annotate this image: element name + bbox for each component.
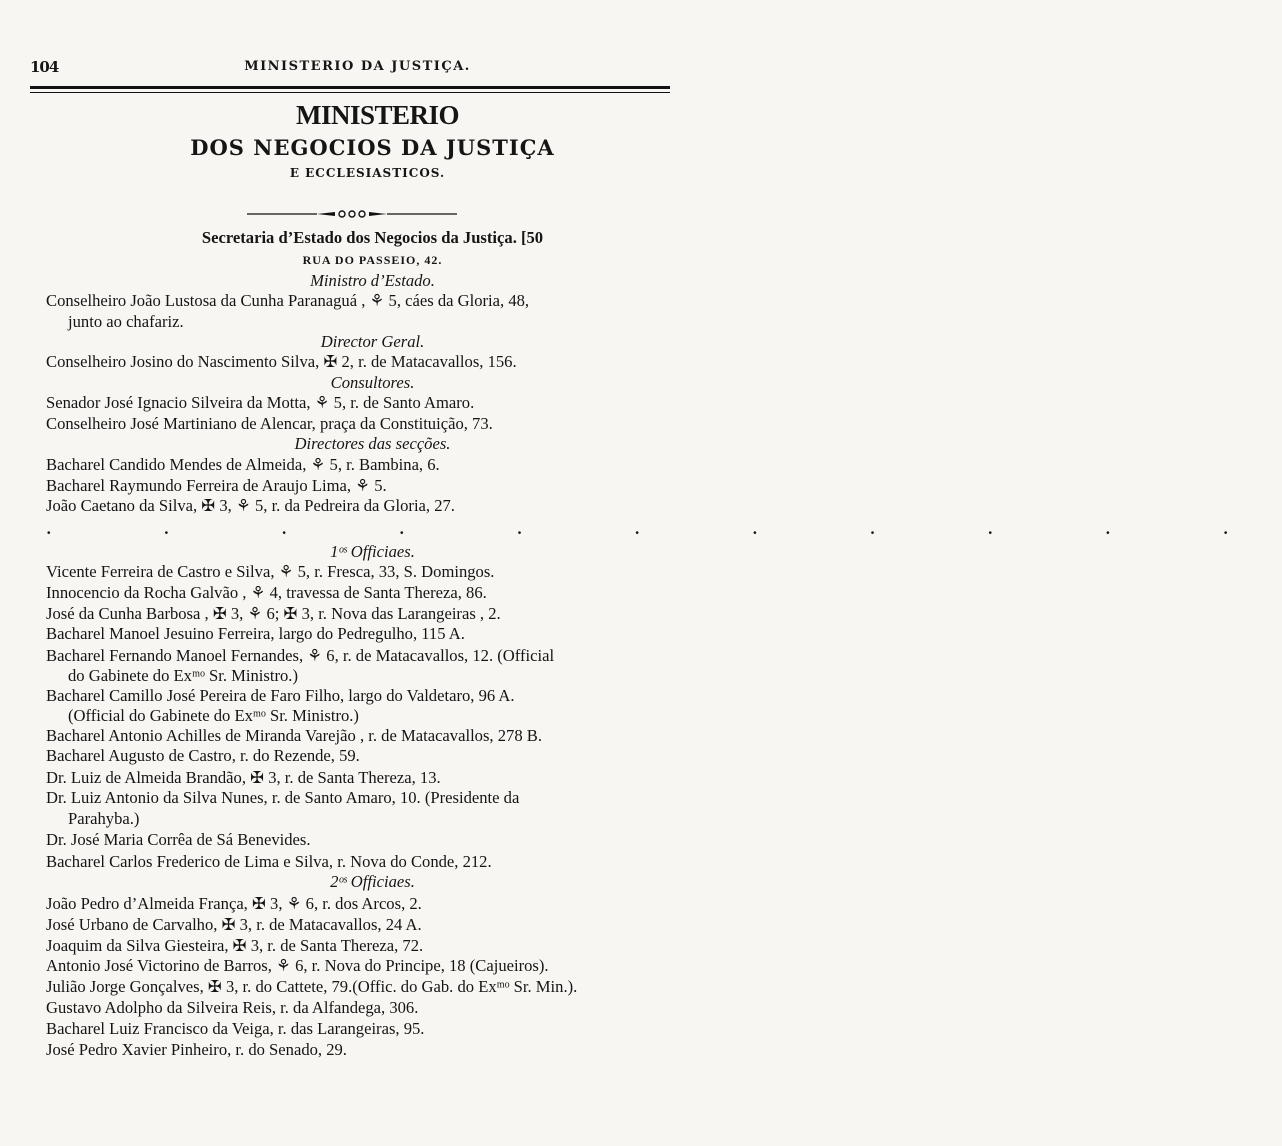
listing-line: Bacharel Antonio Achilles de Miranda Varejão , r. de Matacavallos, 278 B. — [46, 726, 542, 745]
running-head — [30, 58, 685, 80]
listing-line: João Caetano da Silva, ✠ 3, ⚘ 5, r. da Pedreira da Gloria, 27. — [46, 496, 455, 515]
listing-line: Dr. José Maria Corrêa de Sá Benevides. — [46, 830, 311, 849]
subsection-heading: Consultores. — [330, 373, 415, 392]
listing-line: Gustavo Adolpho da Silveira Reis, r. da Alfandega, 306. — [46, 998, 419, 1017]
listing-line: João Pedro d’Almeida França, ✠ 3, ⚘ 6, r. dos Arcos, 2. — [46, 894, 422, 913]
listing-line: Vicente Ferreira de Castro e Silva, ⚘ 5, r. Fresca, 33, S. Domingos. — [46, 562, 495, 581]
subsection-heading: 1ᵒˢ Officiaes. — [330, 542, 415, 561]
listing-line: Dr. Luiz de Almeida Brandão, ✠ 3, r. de Santa Thereza, 13. — [46, 768, 441, 787]
listing-line: Innocencio da Rocha Galvão , ⚘ 4, travessa de Santa Thereza, 86. — [46, 583, 487, 602]
page-number: 104 — [30, 58, 59, 76]
subsection-heading: Director Geral. — [320, 332, 425, 351]
listing-line: Julião Jorge Gonçalves, ✠ 3, r. do Cattete, 79.(Offic. do Gab. do Exᵐᵒ Sr. Min.). — [46, 977, 578, 996]
listing-line: Bacharel Fernando Manoel Fernandes, ⚘ 6, r. de Matacavallos, 12. (Official — [46, 646, 555, 665]
listing-line: Antonio José Victorino de Barros, ⚘ 6, r. Nova do Principe, 18 (Cajueiros). — [46, 956, 549, 975]
listing-line: Bacharel Raymundo Ferreira de Araujo Lima, ⚘ 5. — [46, 476, 387, 495]
listing-line: (Official do Gabinete do Exᵐᵒ Sr. Ministro.) — [68, 706, 359, 725]
section-heading: Secretaria d’Estado dos Negocios da Justiça. [50 — [201, 228, 544, 247]
listing-line: Joaquim da Silva Giesteira, ✠ 3, r. de Santa Thereza, 72. — [46, 936, 424, 955]
listing-line: Dr. Luiz Antonio da Silva Nunes, r. de Santo Amaro, 10. (Presidente da — [46, 788, 520, 807]
listing-line: Conselheiro Josino do Nascimento Silva, ✠ 2, r. de Matacavallos, 156. — [46, 352, 517, 371]
chapter-title — [0, 98, 725, 182]
listing-line: Bacharel Augusto de Castro, r. do Rezende, 59. — [46, 746, 360, 765]
listing-line: José Urbano de Carvalho, ✠ 3, r. de Matacavallos, 24 A. — [46, 915, 422, 934]
listing-line: · · · · · · · · · · · — [46, 523, 1282, 542]
header-rule-thin — [30, 92, 670, 93]
subsection-heading: Ministro d’Estado. — [310, 271, 435, 290]
listing-line: RUA DO PASSEIO, 42. — [302, 253, 443, 267]
listing-line: Bacharel Luiz Francisco da Veiga, r. das Larangeiras, 95. — [46, 1019, 425, 1038]
title-line-2: DOS NEGOCIOS DA JUSTIÇA — [190, 135, 555, 160]
listing-line: Bacharel Carlos Frederico de Lima e Silva, r. Nova do Conde, 212. — [46, 852, 492, 871]
listing-line: do Gabinete do Exᵐᵒ Sr. Ministro.) — [68, 666, 298, 685]
subsection-heading: 2ᵒˢ Officiaes. — [330, 872, 415, 891]
title-line-1: MINISTERIO — [295, 100, 460, 130]
listing-line: Bacharel Candido Mendes de Almeida, ⚘ 5, r. Bambina, 6. — [46, 455, 440, 474]
title-line-3: E ECCLESIASTICOS. — [289, 166, 446, 180]
subsection-heading: Directores das secções. — [294, 434, 451, 453]
listing-line: Conselheiro João Lustosa da Cunha Paranaguá , ⚘ 5, cáes da Gloria, 48, — [46, 291, 530, 310]
listing-line: José Pedro Xavier Pinheiro, r. do Senado, 29. — [46, 1040, 347, 1059]
listing-line: Conselheiro José Martiniano de Alencar, praça da Constituição, 73. — [46, 414, 493, 433]
listing-line: Parahyba.) — [68, 809, 140, 828]
header-rule-thick — [30, 86, 670, 89]
listing-line: junto ao chafariz. — [68, 312, 184, 331]
running-head-title: MINISTERIO DA JUSTIÇA. — [244, 59, 471, 74]
listing-line: Bacharel Camillo José Pereira de Faro Filho, largo do Valdetaro, 96 A. — [46, 686, 515, 705]
listing-line: José da Cunha Barbosa , ✠ 3, ⚘ 6; ✠ 3, r. Nova das Larangeiras , 2. — [46, 604, 501, 623]
ornament-divider — [247, 208, 457, 220]
listing-line: Senador José Ignacio Silveira da Motta, ⚘ 5, r. de Santo Amaro. — [46, 393, 475, 412]
listing-line: Bacharel Manoel Jesuino Ferreira, largo do Pedregulho, 115 A. — [46, 624, 465, 643]
